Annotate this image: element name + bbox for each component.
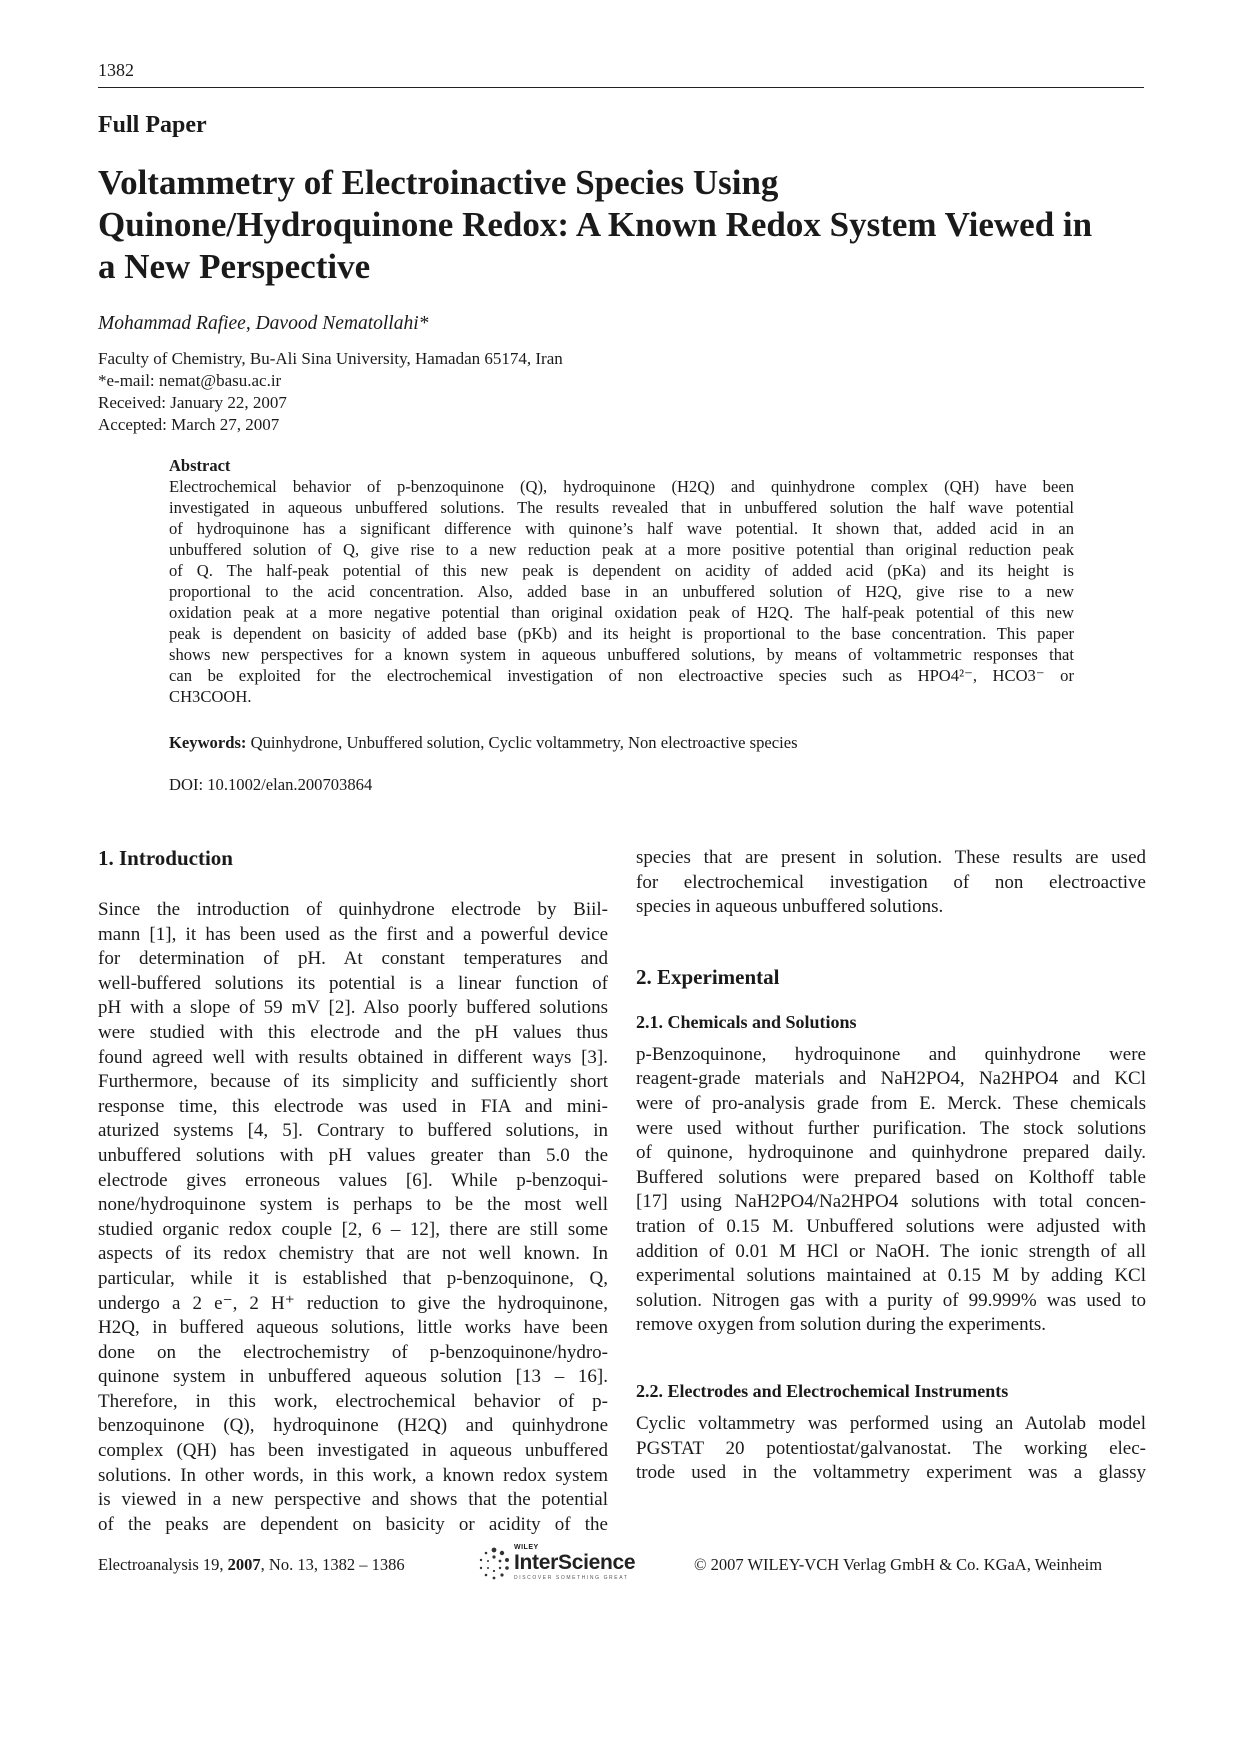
paper-title <box>98 162 1148 288</box>
text-line: of hydroquinone has a significant difference with quinone’s half wave potential. It shown that, added acid in an <box>169 519 1074 538</box>
text-line: species in aqueous unbuffered solutions. <box>636 896 944 918</box>
text-line: aturized systems [4, 5]. Contrary to buffered solutions, in <box>98 1120 608 1142</box>
text-line: CH3COOH. <box>169 687 252 706</box>
text-line: benzoquinone (Q), hydroquinone (H2Q) and quinhydrone <box>98 1415 608 1437</box>
text-line: pH with a slope of 59 mV [2]. Also poorly buffered solutions <box>98 997 608 1019</box>
text-line: peak is dependent on basicity of added base (pKb) and its height is proportional to the base concentration. This paper <box>169 624 1074 643</box>
doi: DOI: 10.1002/elan.200703864 <box>169 775 373 794</box>
text-line: for electrochemical investigation of non electroactive <box>636 871 1146 893</box>
affiliation-block <box>98 348 563 436</box>
text-line: tration of 0.15 M. Unbuffered solutions were adjusted with <box>636 1215 1146 1237</box>
electrodes-body <box>636 1412 1146 1486</box>
text-line: addition of 0.01 M HCl or NaOH. The ionic strength of all <box>636 1240 1146 1262</box>
text-line: oxidation peak at a more negative potential than original oxidation peak of H2Q. The half-peak potential of this new <box>169 603 1074 622</box>
text-line: electrode gives erroneous values [6]. While p-benzoqui- <box>98 1169 608 1191</box>
text-line: of Q. The half-peak potential of this new peak is dependent on acidity of added acid (pKa) and its height is <box>169 561 1074 580</box>
footer-year: 2007 <box>227 1555 261 1574</box>
text-line: can be exploited for the electrochemical investigation of non electroactive species such as HPO4²⁻, HCO3⁻ or <box>169 666 1074 685</box>
footer-issue: , No. 13, 1382 – 1386 <box>260 1555 405 1574</box>
keywords-label: Keywords: <box>169 733 247 752</box>
received-date: Received: January 22, 2007 <box>98 393 287 412</box>
text-line: experimental solutions maintained at 0.15 M by adding KCl <box>636 1265 1146 1287</box>
text-line: of the peaks are dependent on basicity or acidity of the <box>98 1513 608 1535</box>
intro-heading: 1. Introduction <box>98 846 233 870</box>
text-line: species that are present in solution. These results are used <box>636 847 1146 868</box>
footer-journal: Electroanalysis 19, <box>98 1555 228 1574</box>
text-line: unbuffered solution of Q, give rise to a new reduction peak at a more positive potential than original reduction peak <box>169 540 1074 559</box>
text-line: unbuffered solutions with pH values greater than 5.0 the <box>98 1144 608 1166</box>
text-line: well-buffered solutions its potential is a linear function of <box>98 972 608 994</box>
text-line: remove oxygen from solution during the experiments. <box>636 1314 1046 1336</box>
text-line: investigated in aqueous unbuffered solutions. The results revealed that in unbuffered solution the half wave potential <box>169 498 1074 517</box>
text-line: done on the electrochemistry of p-benzoquinone/hydro- <box>98 1341 608 1363</box>
logo-tagline: DISCOVER SOMETHING GREAT <box>514 1575 629 1581</box>
title-line: Voltammetry of Electroinactive Species Using <box>98 163 779 202</box>
accepted-date: Accepted: March 27, 2007 <box>98 415 280 434</box>
authors: Mohammad Rafiee, Davood Nematollahi* <box>98 313 429 334</box>
electrodes-heading: 2.2. Electrodes and Electrochemical Instruments <box>636 1380 1009 1401</box>
text-line: H2Q, in buffered aqueous solutions, little works have been <box>98 1317 608 1339</box>
text-line: is viewed in a new perspective and shows that the potential <box>98 1489 608 1511</box>
text-line: solutions. In other words, in this work, a known redox system <box>98 1464 608 1486</box>
text-line: found agreed well with results obtained in different ways [3]. <box>98 1046 608 1068</box>
abstract-body <box>169 476 1074 707</box>
experimental-heading: 2. Experimental <box>636 964 780 989</box>
text-line: undergo a 2 e⁻, 2 H⁺ reduction to give the hydroquinone, <box>98 1292 608 1314</box>
text-line: Furthermore, because of its simplicity and sufficiently short <box>98 1071 608 1093</box>
abstract-heading: Abstract <box>169 456 231 475</box>
interscience-logo <box>476 1544 641 1584</box>
text-line: complex (QH) has been investigated in aqueous unbuffered <box>98 1440 608 1462</box>
text-line: Electrochemical behavior of p-benzoquinone (Q), hydroquinone (H2Q) and quinhydrone complex (QH) have been <box>169 477 1074 496</box>
affiliation: Faculty of Chemistry, Bu-Ali Sina University, Hamadan 65174, Iran <box>98 349 563 368</box>
intro-continuation <box>636 846 1146 920</box>
text-line: were of pro-analysis grade from E. Merck. These chemicals <box>636 1092 1146 1114</box>
left-column <box>98 846 608 1537</box>
header-rule <box>98 87 1144 88</box>
text-line: proportional to the acid concentration. Also, added base in an unbuffered solution of H2Q, give rise to a new <box>169 582 1074 601</box>
text-line: of quinone, hydroquinone and quinhydrone prepared daily. <box>636 1142 1146 1164</box>
intro-body <box>98 898 608 1537</box>
logo-mark-icon <box>476 1546 512 1582</box>
text-line: were used without further purification. The stock solutions <box>636 1117 1146 1139</box>
chemicals-body <box>636 1043 1146 1338</box>
text-line: PGSTAT 20 potentiostat/galvanostat. The working elec- <box>636 1437 1146 1459</box>
section-label: Full Paper <box>98 112 207 138</box>
footer-copyright: © 2007 WILEY-VCH Verlag GmbH & Co. KGaA, Weinheim <box>694 1555 1103 1574</box>
text-line: none/hydroquinone system is perhaps to be the most well <box>98 1194 608 1216</box>
title-line: a New Perspective <box>98 247 371 286</box>
chemicals-heading: 2.1. Chemicals and Solutions <box>636 1011 857 1032</box>
text-line: studied organic redox couple [2, 6 – 12], there are still some <box>98 1218 608 1240</box>
logo-wiley: WILEY <box>514 1544 539 1551</box>
text-line: for determination of pH. At constant temperatures and <box>98 948 608 970</box>
text-line: were studied with this electrode and the pH values thus <box>98 1021 608 1043</box>
text-line: [17] using NaH2PO4/Na2HPO4 solutions with total concen- <box>636 1191 1146 1213</box>
text-line: response time, this electrode was used in FIA and mini- <box>98 1095 608 1117</box>
abstract <box>169 456 1074 707</box>
text-line: Buffered solutions were prepared based on Kolthoff table <box>636 1166 1146 1188</box>
footer-citation <box>98 1555 405 1575</box>
text-line: shows new perspectives for a known system in aqueous unbuffered solutions, by means of voltammetric responses that <box>169 645 1074 664</box>
text-line: mann [1], it has been used as the first and a powerful device <box>98 923 608 945</box>
text-line: Therefore, in this work, electrochemical behavior of p- <box>98 1390 608 1412</box>
page-number: 1382 <box>98 60 134 80</box>
text-line: reagent-grade materials and NaH2PO4, Na2HPO4 and KCl <box>636 1068 1146 1090</box>
text-line: Since the introduction of quinhydrone electrode by Biil- <box>98 899 608 920</box>
title-line: Quinone/Hydroquinone Redox: A Known Redox System Viewed in <box>98 205 1093 244</box>
email: *e-mail: nemat@basu.ac.ir <box>98 371 282 390</box>
text-line: trode used in the voltammetry experiment was a glassy <box>636 1462 1146 1484</box>
text-line: p-Benzoquinone, hydroquinone and quinhydrone were <box>636 1043 1146 1065</box>
logo-name: InterScience <box>514 1551 636 1574</box>
text-line: solution. Nitrogen gas with a purity of 99.999% was used to <box>636 1289 1146 1311</box>
right-column <box>636 846 1146 1486</box>
keywords-text: Quinhydrone, Unbuffered solution, Cyclic voltammetry, Non electroactive species <box>250 733 798 752</box>
text-line: particular, while it is established that p-benzoquinone, Q, <box>98 1267 608 1289</box>
text-line: quinone system in unbuffered aqueous solution [13 – 16]. <box>98 1366 608 1388</box>
keywords <box>169 733 798 753</box>
text-line: Cyclic voltammetry was performed using an Autolab model <box>636 1412 1146 1434</box>
text-line: aspects of its redox chemistry that are not well known. In <box>98 1243 608 1265</box>
